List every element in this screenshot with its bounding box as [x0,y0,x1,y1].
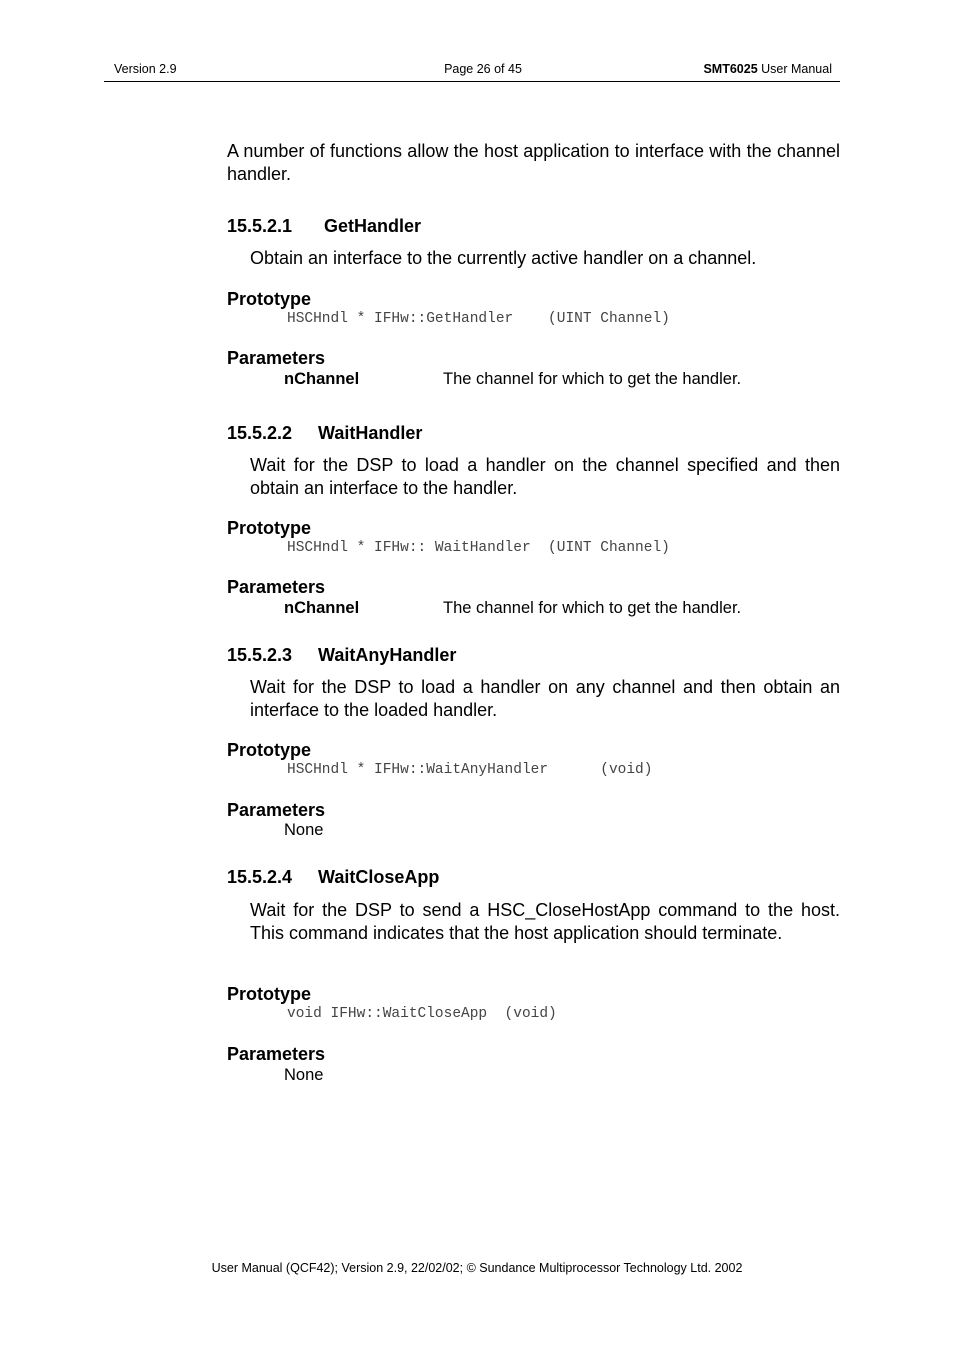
prototype-code: HSCHndl * IFHw::WaitAnyHandler (void) [287,762,653,778]
param-none: None [284,821,324,839]
header-rule [104,81,840,82]
parameters-label: Parameters [227,577,326,597]
prototype-label: Prototype [227,984,312,1004]
param-name: nChannel [284,599,360,617]
intro-paragraph: A number of functions allow the host application to interface with the channel handler. [227,141,840,184]
prototype-label: Prototype [227,518,312,538]
param-description: The channel for which to get the handler. [443,370,742,388]
header-manual: User Manual [757,62,832,76]
section-title: WaitAnyHandler [318,645,457,665]
parameters-label: Parameters [227,1044,326,1064]
prototype-code: void IFHw::WaitCloseApp (void) [287,1006,557,1022]
prototype-code: HSCHndl * IFHw:: WaitHandler (UINT Channel) [287,540,670,556]
section-title: GetHandler [324,216,422,236]
section-number: 15.5.2.1 [227,216,293,236]
section-heading-waithandler [227,423,422,444]
section-heading-waitcloseapp [227,867,439,888]
parameters-label: Parameters [227,800,326,820]
param-description: The channel for which to get the handler. [443,599,742,617]
section-description: Obtain an interface to the currently active handler on a channel. [250,248,757,268]
prototype-label: Prototype [227,740,312,760]
section-description: Wait for the DSP to load a handler on the channel specified and then obtain an interface to the handler. [250,455,840,498]
param-name: nChannel [284,370,360,388]
header-manual-title [703,62,832,76]
param-none: None [284,1066,324,1084]
page-footer: User Manual (QCF42); Version 2.9, 22/02/02; © Sundance Multiprocessor Technology Ltd. 2002 [211,1261,743,1275]
header-page-number: Page 26 of 45 [444,62,522,76]
section-number: 15.5.2.2 [227,423,293,443]
section-title: WaitCloseApp [318,867,440,887]
section-description: Wait for the DSP to load a handler on any channel and then obtain an interface to the loaded handler. [250,677,840,720]
section-number: 15.5.2.4 [227,867,293,887]
prototype-label: Prototype [227,289,312,309]
section-description: Wait for the DSP to send a HSC_CloseHostApp command to the host. This command indicates that the host application should terminate. [250,900,840,943]
header-version: Version 2.9 [114,62,177,76]
prototype-code: HSCHndl * IFHw::GetHandler (UINT Channel) [287,311,670,327]
section-heading-waitanyhandler [227,645,456,666]
section-heading-gethandler [227,216,421,237]
parameters-label: Parameters [227,348,326,368]
section-number: 15.5.2.3 [227,645,293,665]
section-title: WaitHandler [318,423,423,443]
header-product: SMT6025 [703,62,758,76]
